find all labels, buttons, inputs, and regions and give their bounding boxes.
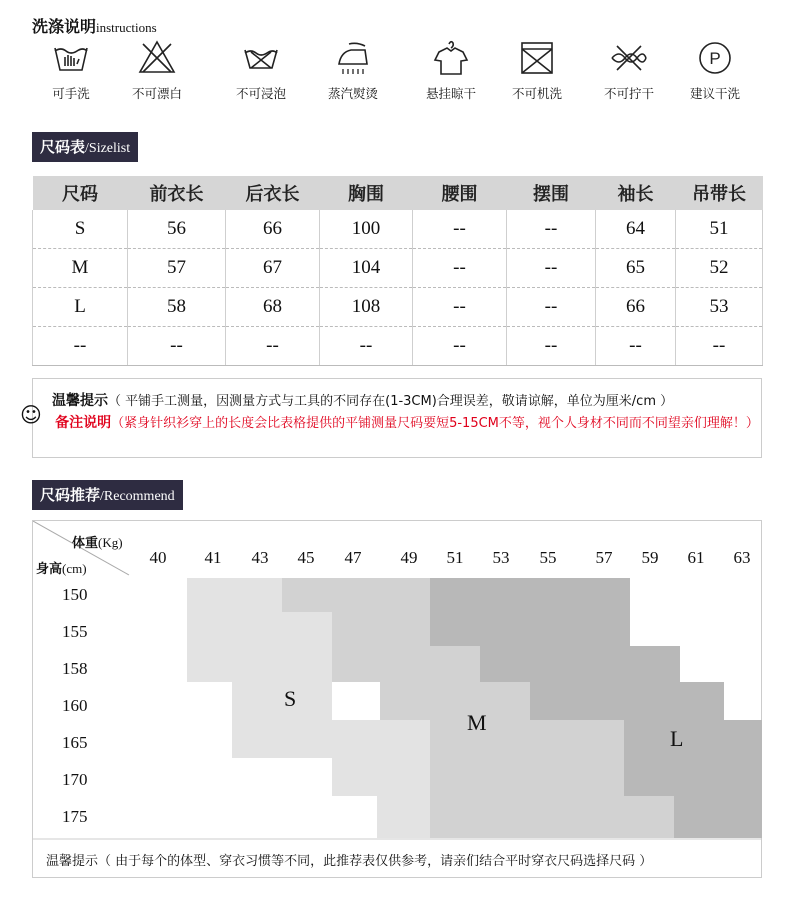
- table-cell: 58: [128, 288, 226, 327]
- care-title-en: instructions: [96, 20, 157, 35]
- zone-l: [430, 578, 630, 646]
- table-cell: --: [320, 327, 413, 366]
- no-machine-wash-icon: [517, 38, 557, 78]
- weight-label: 40: [149, 548, 167, 567]
- zone-m: [430, 796, 674, 838]
- weight-label: 47: [344, 548, 362, 567]
- height-axis-label: [36, 558, 87, 577]
- hand-wash-icon: [51, 38, 91, 78]
- table-cell: M: [33, 249, 128, 288]
- size-table: [32, 176, 763, 366]
- table-cell: --: [413, 249, 507, 288]
- table-cell: S: [33, 210, 128, 249]
- zone-l: [674, 796, 762, 838]
- zone-l: [624, 720, 762, 796]
- care-title-cn: 洗涤说明: [32, 17, 97, 36]
- weight-axis-label: [72, 532, 123, 551]
- recommend-title-cn: 尺码推荐: [40, 486, 101, 504]
- care-item-no-machine-wash: [492, 38, 582, 102]
- care-label: 悬挂晾干: [425, 86, 476, 101]
- care-item-no-bleach: [112, 38, 202, 102]
- column-header: 尺码: [33, 176, 128, 210]
- size-mark-m: M: [467, 710, 487, 735]
- dry-clean-icon: [695, 38, 735, 78]
- care-item-no-wring: [584, 38, 674, 102]
- tips-body: （ 平铺手工测量，因测量方式与工具的不同存在(1-3CM)合理误差，敬请谅解，单位为厘米/cm ）: [108, 394, 674, 409]
- table-cell: 108: [320, 288, 413, 327]
- recommend-note: 温馨提示（ 由于每个的体型、穿衣习惯等不同，此推荐表仅供参考，请亲们结合平时穿衣尺码选择尺码 ）: [46, 854, 653, 869]
- tips-note: [52, 414, 762, 433]
- height-label: 170: [62, 770, 88, 789]
- column-header: 后衣长: [226, 176, 320, 210]
- weight-label-en: (Kg): [98, 535, 123, 550]
- table-cell: --: [507, 249, 596, 288]
- zone-m: [430, 720, 624, 758]
- recommend-title-en: /Recommend: [100, 489, 175, 504]
- table-cell: L: [33, 288, 128, 327]
- table-cell: 104: [320, 249, 413, 288]
- sizelist-title-cn: 尺码表: [40, 138, 86, 156]
- height-label: 175: [62, 807, 88, 826]
- care-label: 不可机洗: [511, 86, 562, 101]
- recommend-header: [32, 480, 183, 510]
- weight-label-cn: 体重: [72, 536, 99, 551]
- care-label: 建议干洗: [689, 86, 740, 101]
- care-label: 不可漂白: [131, 86, 182, 101]
- care-label: 不可浸泡: [235, 86, 286, 101]
- table-cell: --: [413, 210, 507, 249]
- weight-label: 63: [733, 548, 751, 567]
- height-label-cn: 身高: [36, 562, 63, 577]
- weight-label: 51: [446, 548, 464, 567]
- table-cell: --: [128, 327, 226, 366]
- care-item-steam-iron: [308, 38, 398, 102]
- zone-s: [232, 682, 332, 758]
- table-cell: 57: [128, 249, 226, 288]
- zone-l: [480, 646, 680, 682]
- table-cell: 51: [676, 210, 763, 249]
- weight-label: 45: [297, 548, 315, 567]
- care-section-title: [32, 14, 157, 37]
- tips-note-title: 备注说明: [55, 415, 112, 431]
- column-header: 胸围: [320, 176, 413, 210]
- zone-m: [377, 796, 430, 838]
- size-mark-s: S: [284, 686, 297, 711]
- table-cell: 65: [596, 249, 676, 288]
- zone-m: [332, 612, 430, 682]
- table-cell: 52: [676, 249, 763, 288]
- size-mark-l: L: [670, 726, 684, 751]
- care-label: 可手洗: [52, 86, 90, 101]
- care-item-dry-clean: [670, 38, 760, 102]
- sizelist-header: [32, 132, 138, 162]
- height-label: 165: [62, 733, 88, 752]
- column-header: 吊带长: [676, 176, 763, 210]
- weight-label: 49: [400, 548, 418, 567]
- chart-note-divider: [33, 838, 761, 840]
- tips-title: 温馨提示: [52, 393, 108, 409]
- table-cell: --: [413, 327, 507, 366]
- svg-text:P: P: [709, 49, 721, 68]
- weight-label: 61: [687, 548, 705, 567]
- zone-m: [332, 758, 430, 796]
- size-table-header-row: [33, 176, 763, 210]
- table-cell: --: [507, 288, 596, 327]
- table-cell: --: [33, 327, 128, 366]
- table-cell: --: [596, 327, 676, 366]
- zone-s: [282, 612, 332, 682]
- table-row: [33, 327, 763, 366]
- smiley-icon: ☺: [20, 403, 42, 427]
- care-label: 蒸汽熨烫: [327, 86, 378, 101]
- table-cell: --: [507, 210, 596, 249]
- table-row: [33, 249, 763, 288]
- weight-label: 55: [539, 548, 557, 567]
- zone-m: [332, 720, 430, 758]
- table-cell: --: [226, 327, 320, 366]
- table-cell: 53: [676, 288, 763, 327]
- table-cell: --: [507, 327, 596, 366]
- care-label: 不可拧干: [603, 86, 654, 101]
- weight-label: 53: [492, 548, 510, 567]
- tips-text: [52, 390, 673, 410]
- height-label: 155: [62, 622, 88, 641]
- height-label: 158: [62, 659, 88, 678]
- tips-note-body: （紧身针织衫穿上的长度会比表格提供的平铺测量尺码要短5-15CM不等，视个人身材不同而不同望亲们理解！）: [111, 416, 759, 431]
- table-cell: 56: [128, 210, 226, 249]
- weight-label: 57: [595, 548, 613, 567]
- table-cell: --: [413, 288, 507, 327]
- column-header: 前衣长: [128, 176, 226, 210]
- steam-iron-icon: [333, 38, 373, 78]
- table-cell: 64: [596, 210, 676, 249]
- table-row: [33, 288, 763, 327]
- no-wring-icon: [609, 38, 649, 78]
- zone-m: [282, 578, 430, 612]
- weight-label: 41: [204, 548, 222, 567]
- height-label: 160: [62, 696, 88, 715]
- zone-m: [430, 646, 480, 682]
- hang-dry-icon: [431, 38, 471, 78]
- weight-label: 43: [251, 548, 269, 567]
- height-label-en: (cm): [62, 561, 87, 576]
- column-header: 腰围: [413, 176, 507, 210]
- care-item-hang-dry: [406, 38, 496, 102]
- table-cell: 66: [596, 288, 676, 327]
- table-cell: 66: [226, 210, 320, 249]
- zone-s: [187, 578, 282, 682]
- zone-m: [430, 758, 624, 796]
- weight-label: 59: [641, 548, 659, 567]
- column-header: 袖长: [596, 176, 676, 210]
- care-item-no-soak: [216, 38, 306, 102]
- zone-l: [530, 682, 724, 720]
- table-cell: --: [676, 327, 763, 366]
- sizelist-title-en: /Sizelist: [85, 141, 131, 156]
- no-soak-icon: [241, 38, 281, 78]
- table-cell: 67: [226, 249, 320, 288]
- table-cell: 68: [226, 288, 320, 327]
- care-item-hand-wash: [26, 38, 116, 102]
- no-bleach-icon: [137, 38, 177, 78]
- table-cell: 100: [320, 210, 413, 249]
- table-row: [33, 210, 763, 249]
- height-label: 150: [62, 585, 88, 604]
- column-header: 摆围: [507, 176, 596, 210]
